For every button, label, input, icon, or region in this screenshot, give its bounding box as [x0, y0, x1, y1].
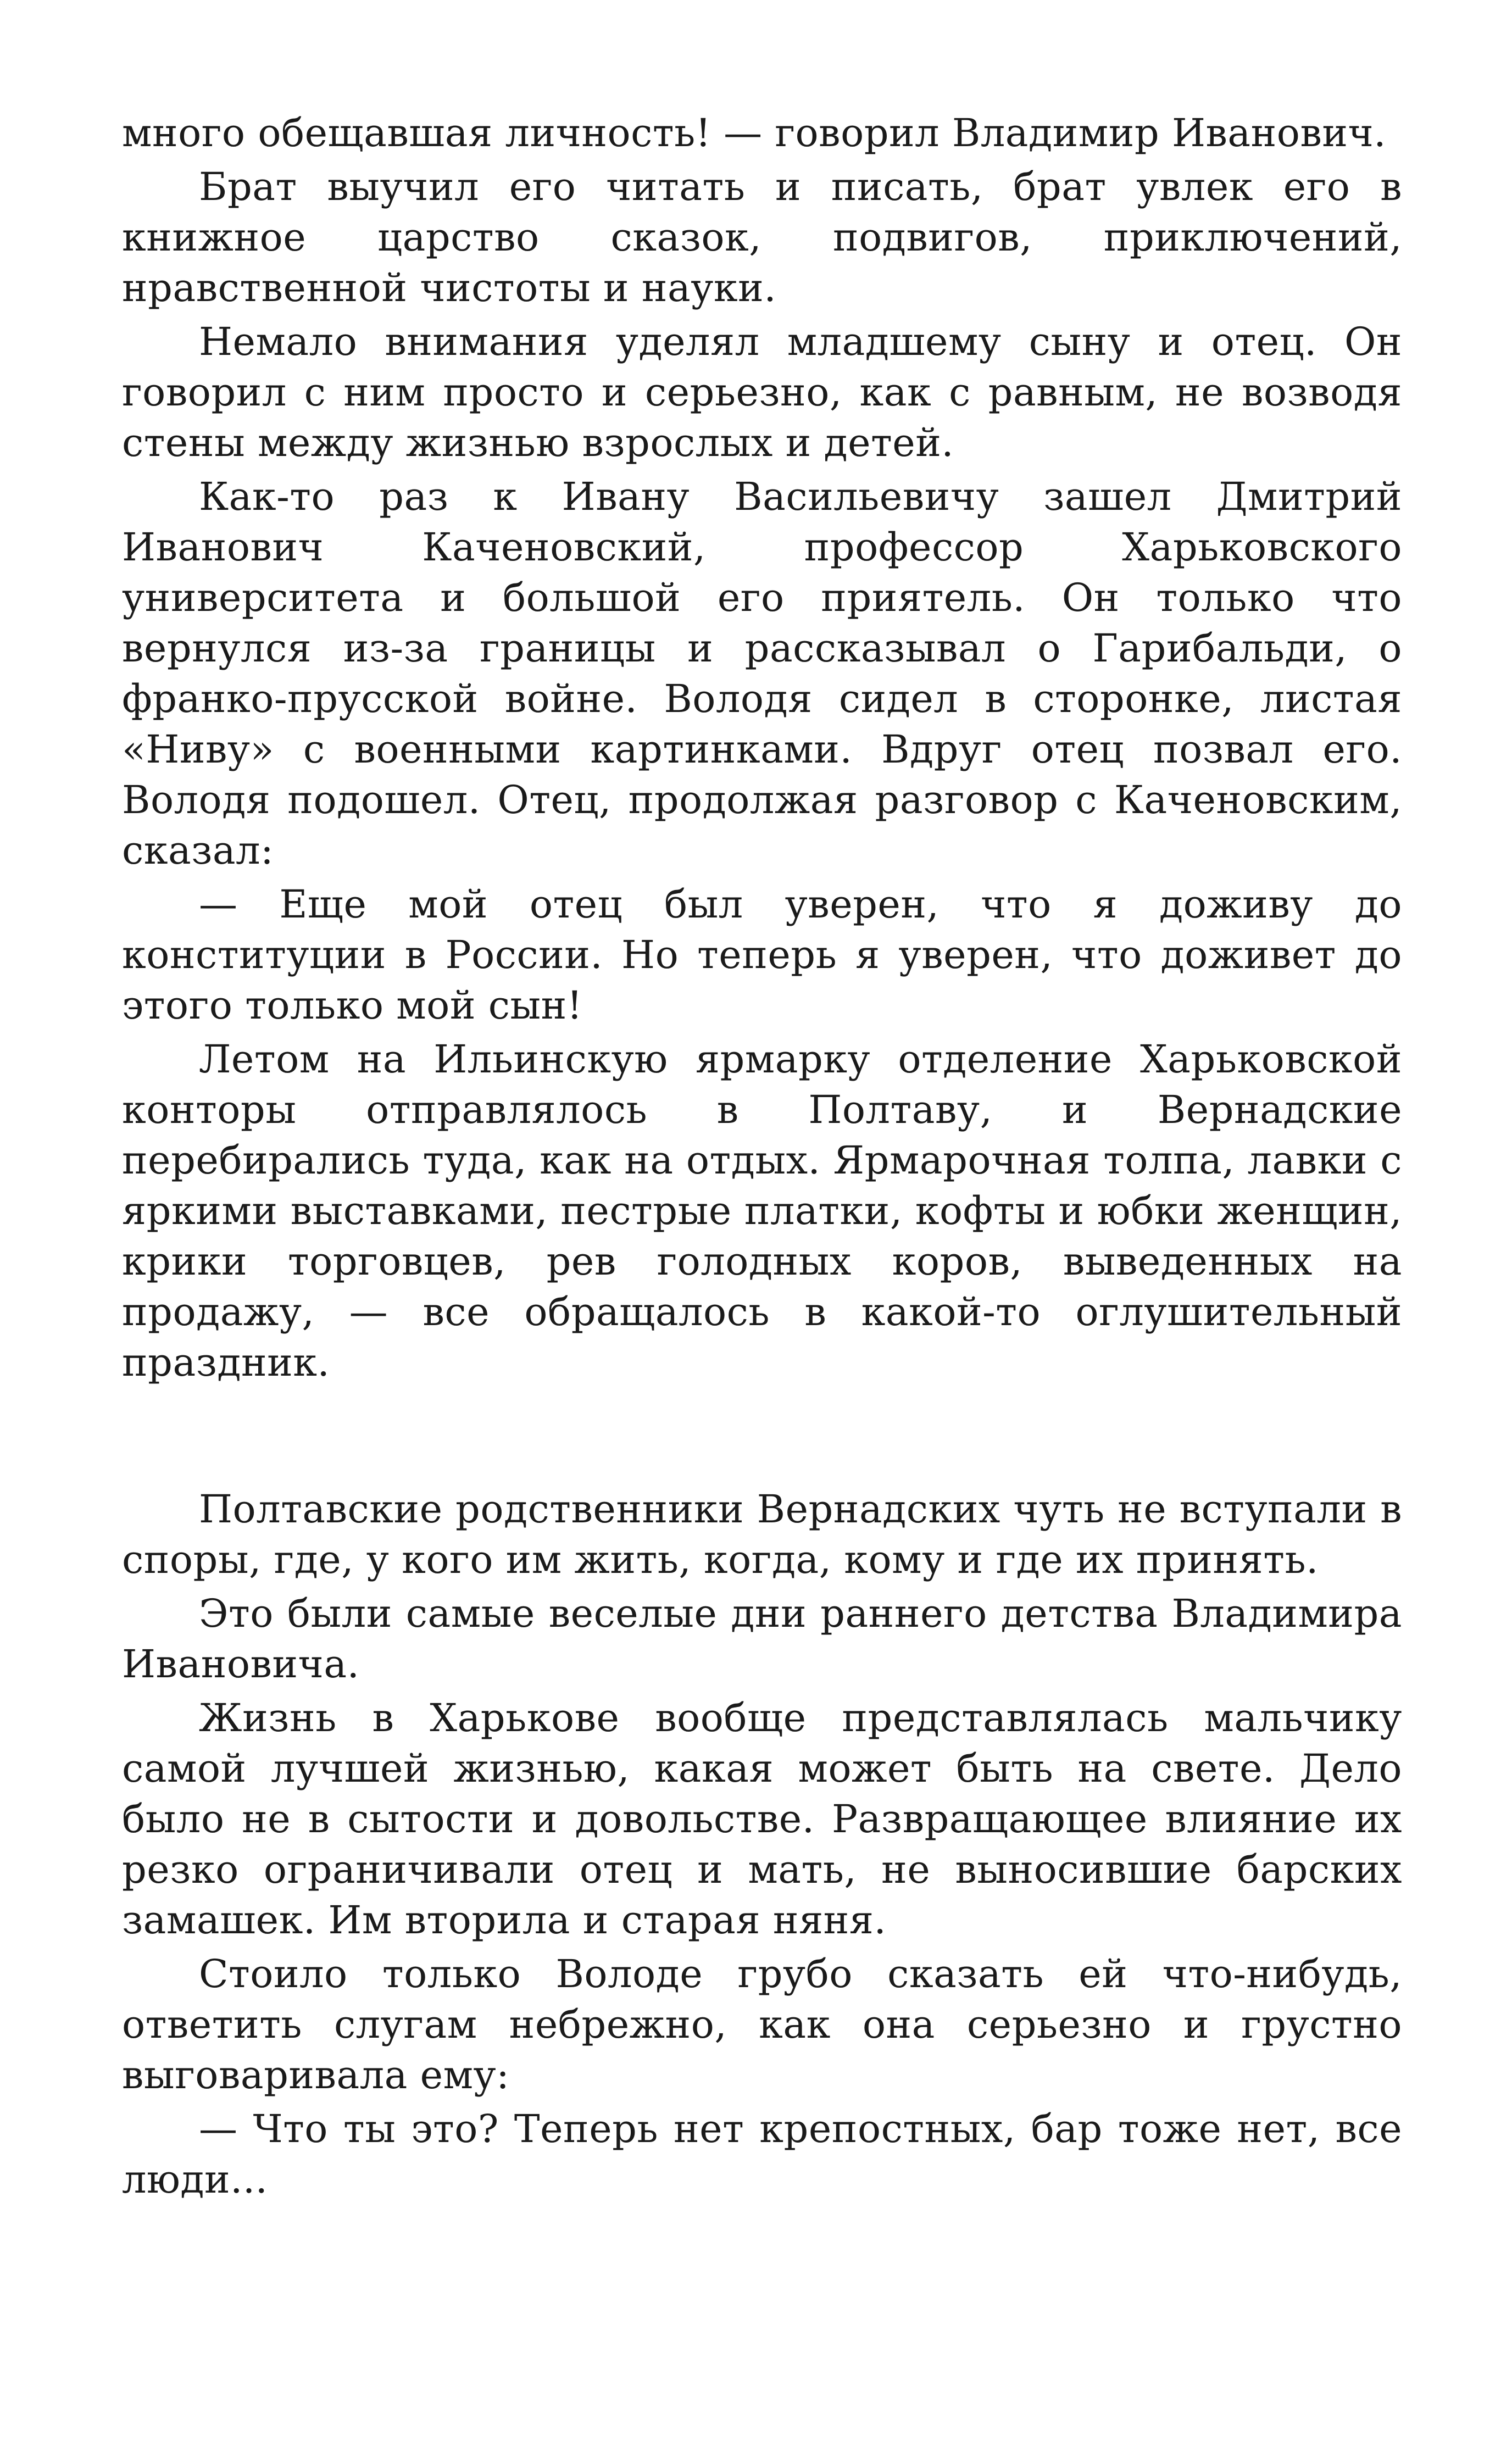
paragraph-dialogue: — Что ты это? Теперь нет крепостных, бар тоже нет, все люди... — [122, 2106, 1402, 2202]
text-block-bottom — [122, 1484, 1402, 2205]
paragraph: Летом на Ильинскую ярмарку отделение Харьковской конторы отправлялось в Полтаву, и Вернадские перебирались туда, как на отдых. Ярмарочная толпа, лавки с яркими выставками, пестрые платки, кофты и юбки женщин, крики торговцев, рев голодных коров, выведенных на продажу, — все обращалось в какой-то оглушительный праздник. — [122, 1037, 1402, 1385]
text-block-top — [122, 108, 1402, 1388]
paragraph: Стоило только Володе грубо сказать ей что-нибудь, ответить слугам небрежно, как она серьезно и грустно выговаривала ему: — [122, 1951, 1402, 2098]
page-content — [122, 108, 1402, 2205]
paragraph: Это были самые веселые дни раннего детства Владимира Ивановича. — [122, 1591, 1402, 1687]
paragraph: много обещавшая личность! — говорил Владимир Иванович. — [122, 110, 1387, 155]
paragraph-dialogue: — Еще мой отец был уверен, что я доживу до конституции в России. Но теперь я уверен, что доживет до этого только мой сын! — [122, 882, 1402, 1028]
paragraph: Немало внимания уделял младшему сыну и отец. Он говорил с ним просто и серьезно, как с равным, не возводя стены между жизнью взрослых и детей. — [122, 319, 1402, 465]
paragraph: Жизнь в Харькове вообще представлялась мальчику самой лучшей жизнью, какая может быть на свете. Дело было не в сытости и довольстве. Развращающее влияние их резко ограничивали отец и мать, не выносившие барских замашек. Им вторила и старая няня. — [122, 1695, 1402, 1943]
paragraph: Брат выучил его читать и писать, брат увлек его в книжное царство сказок, подвигов, приключений, нравственной чистоты и науки. — [122, 164, 1402, 310]
section-gap — [122, 1388, 1402, 1484]
paragraph: Как-то раз к Ивану Васильевичу зашел Дмитрий Иванович Каченовский, профессор Харьковского университета и большой его приятель. Он только что вернулся из-за границы и рассказывал о Гарибальди, о франко-прусской войне. Володя сидел в сторонке, листая «Ниву» с военными картинками. Вдруг отец позвал его. Володя подошел. Отец, продолжая разговор с Каченовским, сказал: — [122, 474, 1402, 873]
paragraph: Полтавские родственники Вернадских чуть не вступали в споры, где, у кого им жить, когда, кому и где их принять. — [122, 1487, 1402, 1582]
